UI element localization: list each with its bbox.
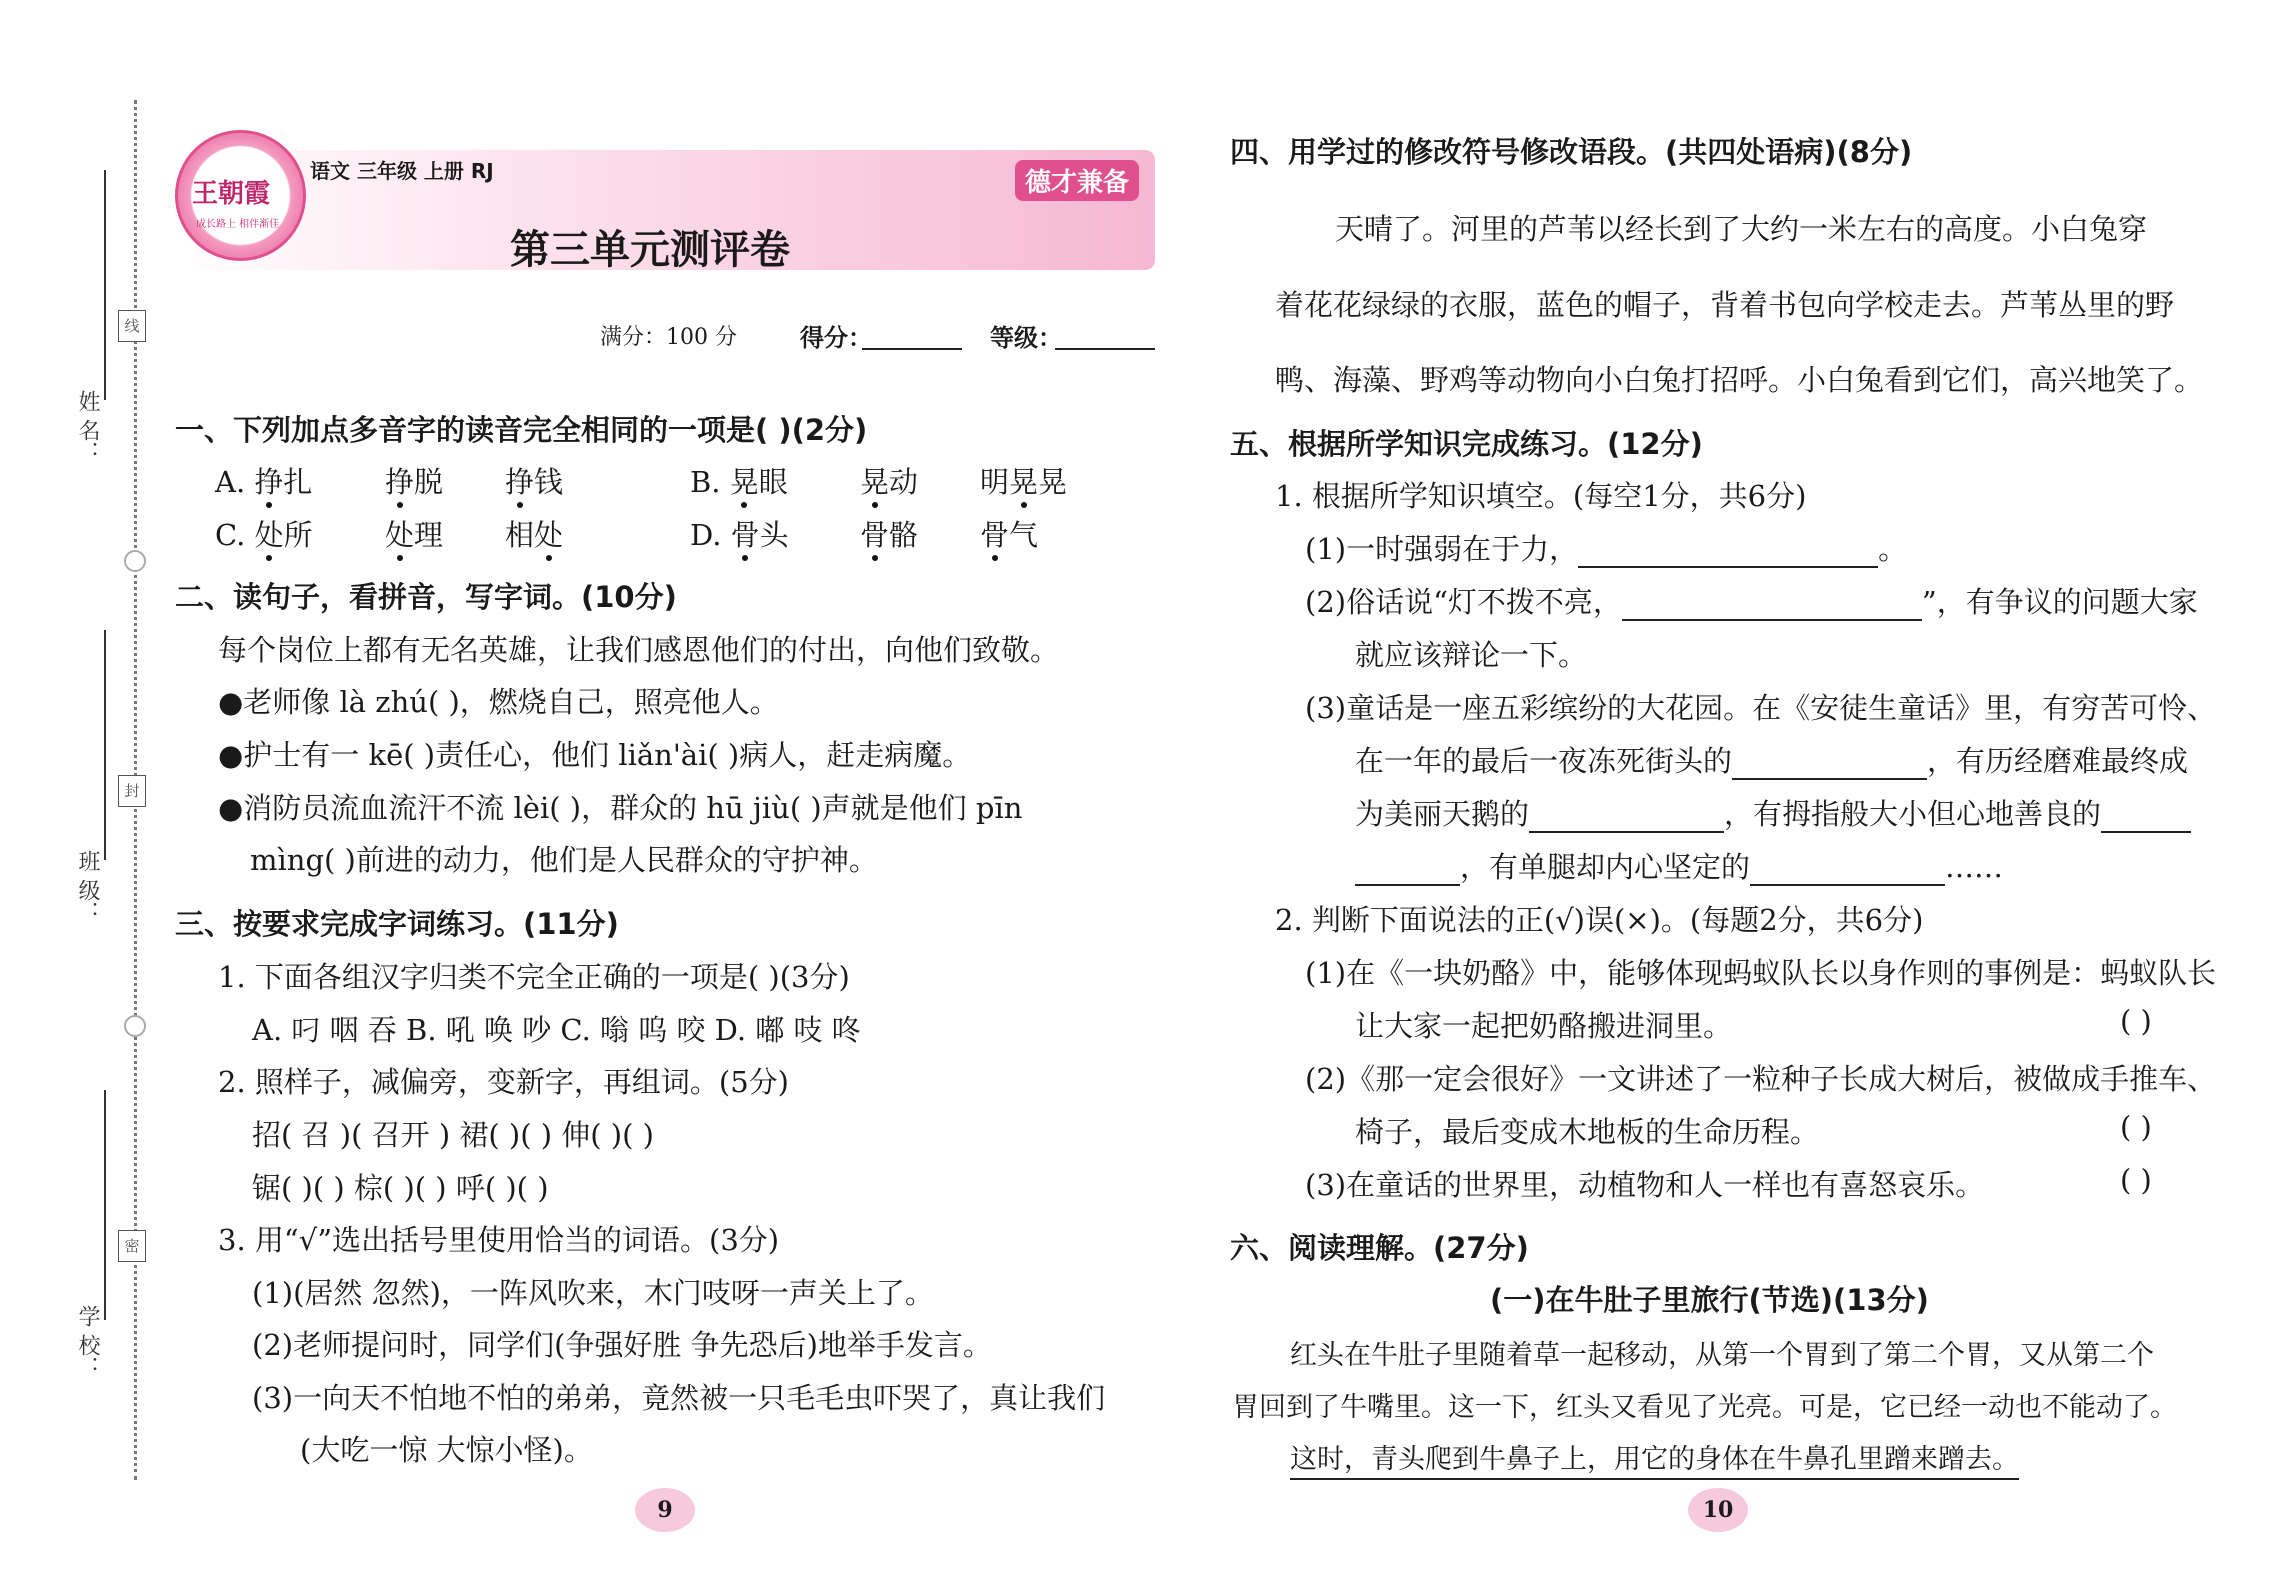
s5-q1-3b-blank[interactable] bbox=[1732, 752, 1927, 780]
s1-option-b3: 明晃晃 bbox=[980, 465, 1068, 499]
s1-option-b1: B. 晃眼 bbox=[690, 465, 788, 499]
tag-secret: 密 bbox=[118, 1230, 146, 1262]
reading-line-2: 胃回到了牛嘴里。这一下，红头又看见了光亮。可是，它已经一动也不能动了。 bbox=[1232, 1392, 2177, 1423]
s5-q1-3c bbox=[1355, 792, 2191, 833]
s5-q2-2b: 椅子，最后变成木地板的生命历程。 bbox=[1355, 1115, 1820, 1149]
badge: 德才兼备 bbox=[1015, 160, 1139, 201]
s1-option-a3: 挣钱 bbox=[505, 465, 564, 499]
s4-heading: 四、用学过的修改符号修改语段。(共四处语病)(8分) bbox=[1230, 135, 1913, 169]
tag-seal: 封 bbox=[118, 775, 146, 807]
s1-option-c3: 相处 bbox=[505, 518, 564, 552]
s3-q1-options: A. 叼 咽 吞 B. 吼 唤 吵 C. 嗡 呜 咬 D. 嘟 吱 咚 bbox=[252, 1013, 861, 1047]
s3-q1: 1. 下面各组汉字归类不完全正确的一项是( )(3分) bbox=[218, 960, 850, 994]
s5-q1-3c-blank-2[interactable] bbox=[2101, 805, 2191, 833]
school-label: 学 校： bbox=[75, 1305, 100, 1378]
s1-option-d1: D. 骨头 bbox=[690, 518, 789, 552]
s1-option-d3: 骨气 bbox=[980, 518, 1039, 552]
s5-q1-3d-blank-2[interactable] bbox=[1750, 858, 1945, 886]
page-number-left: 9 bbox=[635, 1488, 695, 1532]
grade-label: 等级： bbox=[990, 324, 1062, 352]
reading-line-3: 这时，青头爬到牛鼻子上，用它的身体在牛鼻孔里蹭来蹭去。 bbox=[1290, 1437, 2019, 1480]
logo-badge bbox=[175, 130, 306, 261]
s3-q2-row2: 锯( )( ) 棕( )( ) 呼( )( ) bbox=[252, 1171, 549, 1205]
name-fill-line bbox=[104, 170, 106, 400]
s2-intro: 每个岗位上都有无名英雄，让我们感恩他们的付出，向他们致敬。 bbox=[218, 633, 1060, 667]
s5-q1-1-end: 。 bbox=[1878, 532, 1908, 566]
binding-hole-icon bbox=[124, 1015, 146, 1037]
s5-q2-2-answer[interactable]: ( ) bbox=[2120, 1110, 2152, 1144]
s2-bullet-2: ●护士有一 kē( )责任心，他们 liǎn'ài( )病人，赶走病魔。 bbox=[218, 738, 972, 772]
s3-heading: 三、按要求完成字词练习。(11分) bbox=[175, 907, 619, 941]
s4-line-1: 天晴了。河里的芦苇以经长到了大约一米左右的高度。小白兔穿 bbox=[1335, 212, 2148, 246]
s4-line-3: 鸭、海藻、野鸡等动物向小白兔打招呼。小白兔看到它们，高兴地笑了。 bbox=[1275, 363, 2204, 397]
tag-line: 线 bbox=[118, 310, 146, 342]
s5-q1-3d-blank[interactable] bbox=[1355, 858, 1460, 886]
s1-option-b2: 晃动 bbox=[860, 465, 919, 499]
s2-heading: 二、读句子，看拼音，写字词。(10分) bbox=[175, 580, 677, 614]
s5-q1-2-text: (2)俗话说“灯不拨不亮， bbox=[1305, 585, 1622, 619]
s3-q2: 2. 照样子，减偏旁，变新字，再组词。(5分) bbox=[218, 1065, 789, 1099]
s5-q2-3-answer[interactable]: ( ) bbox=[2120, 1163, 2152, 1197]
s2-bullet-1: ●老师像 là zhú( )，燃烧自己，照亮他人。 bbox=[218, 685, 779, 719]
logo-text: 王朝霞 bbox=[192, 179, 271, 209]
s5-q1: 1. 根据所学知识填空。(每空1分，共6分) bbox=[1275, 479, 1807, 513]
s3-q3: 3. 用“√”选出括号里使用恰当的词语。(3分) bbox=[218, 1223, 780, 1257]
s5-q1-3c-blank[interactable] bbox=[1529, 805, 1724, 833]
s5-q1-2-blank[interactable] bbox=[1622, 593, 1922, 621]
page-number-right: 10 bbox=[1688, 1488, 1748, 1532]
s4-line-2: 着花花绿绿的衣服，蓝色的帽子，背着书包向学校走去。芦苇丛里的野 bbox=[1275, 288, 2175, 322]
s1-option-d2: 骨骼 bbox=[860, 518, 919, 552]
s5-q2-1b: 让大家一起把奶酪搬进洞里。 bbox=[1355, 1009, 1733, 1043]
s3-q3-3a: (3)一向天不怕地不怕的弟弟，竟然被一只毛毛虫吓哭了，真让我们 bbox=[252, 1381, 1106, 1415]
s1-option-c2: 处理 bbox=[385, 518, 444, 552]
s3-q2-row1: 招( 召 )( 召开 ) 裙( )( ) 伸( )( ) bbox=[252, 1118, 654, 1152]
class-fill-line bbox=[104, 630, 106, 860]
s5-q1-3a: (3)童话是一座五彩缤纷的大花园。在《安徒生童话》里，有穷苦可怜、 bbox=[1305, 691, 2217, 725]
binding-hole-icon bbox=[124, 550, 146, 572]
s5-q1-3c-text: 为美丽天鹅的 bbox=[1355, 797, 1530, 831]
s1-option-a1: A. 挣扎 bbox=[215, 465, 313, 499]
grade-blank[interactable] bbox=[1055, 322, 1155, 350]
logo-subtext: 成长路上 相伴渐佳 bbox=[196, 219, 280, 230]
s5-q1-3d bbox=[1355, 845, 2003, 886]
s2-bullet-3b: mìng( )前进的动力，他们是人民群众的守护神。 bbox=[250, 843, 878, 877]
school-fill-line bbox=[104, 1090, 106, 1320]
name-label: 姓 名： bbox=[75, 390, 100, 463]
reading-line-1: 红头在牛肚子里随着草一起移动，从第一个胃到了第二个胃，又从第二个 bbox=[1290, 1340, 2154, 1371]
s6-heading: 六、阅读理解。(27分) bbox=[1230, 1231, 1529, 1265]
s5-heading: 五、根据所学知识完成练习。(12分) bbox=[1230, 427, 1703, 461]
s1-heading: 一、下列加点多音字的读音完全相同的一项是( )(2分) bbox=[175, 413, 868, 447]
s5-q1-3d-end: ，有单腿却内心坚定的 bbox=[1460, 850, 1751, 884]
score-blank[interactable] bbox=[862, 322, 962, 350]
s6-subheading: (一)在牛肚子里旅行(节选)(13分) bbox=[1490, 1283, 1929, 1317]
s3-q3-3b: (大吃一惊 大惊小怪)。 bbox=[300, 1433, 593, 1467]
s5-q2-2a: (2)《那一定会很好》一文讲述了一粒种子长成大树后，被做成手推车、 bbox=[1305, 1062, 2217, 1096]
subject-line: 语文 三年级 上册 RJ bbox=[310, 159, 494, 183]
s5-q1-3b-text: 在一年的最后一夜冻死街头的 bbox=[1355, 744, 1733, 778]
s5-q1-3d-tail: …… bbox=[1945, 850, 2004, 884]
class-label: 班 级： bbox=[75, 850, 100, 923]
s3-q3-1: (1)(居然 忽然)，一阵风吹来，木门吱呀一声关上了。 bbox=[252, 1276, 934, 1310]
s5-q2-3: (3)在童话的世界里，动植物和人一样也有喜怒哀乐。 bbox=[1305, 1168, 1985, 1202]
s1-option-c1: C. 处所 bbox=[215, 518, 313, 552]
s5-q2-1-answer[interactable]: ( ) bbox=[2120, 1004, 2152, 1038]
score-total: 满分：100 分 bbox=[600, 325, 737, 350]
s5-q1-3c-mid: ，有拇指般大小但心地善良的 bbox=[1724, 797, 2102, 831]
s1-option-a2: 挣脱 bbox=[385, 465, 444, 499]
s5-q1-3b-end: ，有历经磨难最终成 bbox=[1927, 744, 2189, 778]
s5-q1-1-blank[interactable] bbox=[1578, 540, 1878, 568]
s5-q2-1a: (1)在《一块奶酪》中，能够体现蚂蚁队长以身作则的事例是：蚂蚁队长 bbox=[1305, 956, 2217, 990]
s3-q3-2: (2)老师提问时，同学们(争强好胜 争先恐后)地举手发言。 bbox=[252, 1328, 992, 1362]
score-label: 得分： bbox=[800, 324, 872, 352]
s5-q1-1-text: (1)一时强弱在于力， bbox=[1305, 532, 1579, 566]
s5-q1-1 bbox=[1305, 527, 1907, 568]
s5-q1-2-end: ”，有争议的问题大家 bbox=[1921, 585, 2198, 619]
s5-q1-2b: 就应该辩论一下。 bbox=[1355, 638, 1588, 672]
page-title: 第三单元测评卷 bbox=[510, 227, 790, 273]
s5-q2: 2. 判断下面说法的正(√)误(×)。(每题2分，共6分) bbox=[1275, 903, 1924, 937]
s2-bullet-3a: ●消防员流血流汗不流 lèi( )，群众的 hū jiù( )声就是他们 pīn bbox=[218, 791, 1023, 825]
s5-q1-3b bbox=[1355, 739, 2188, 780]
s5-q1-2 bbox=[1305, 580, 2198, 621]
